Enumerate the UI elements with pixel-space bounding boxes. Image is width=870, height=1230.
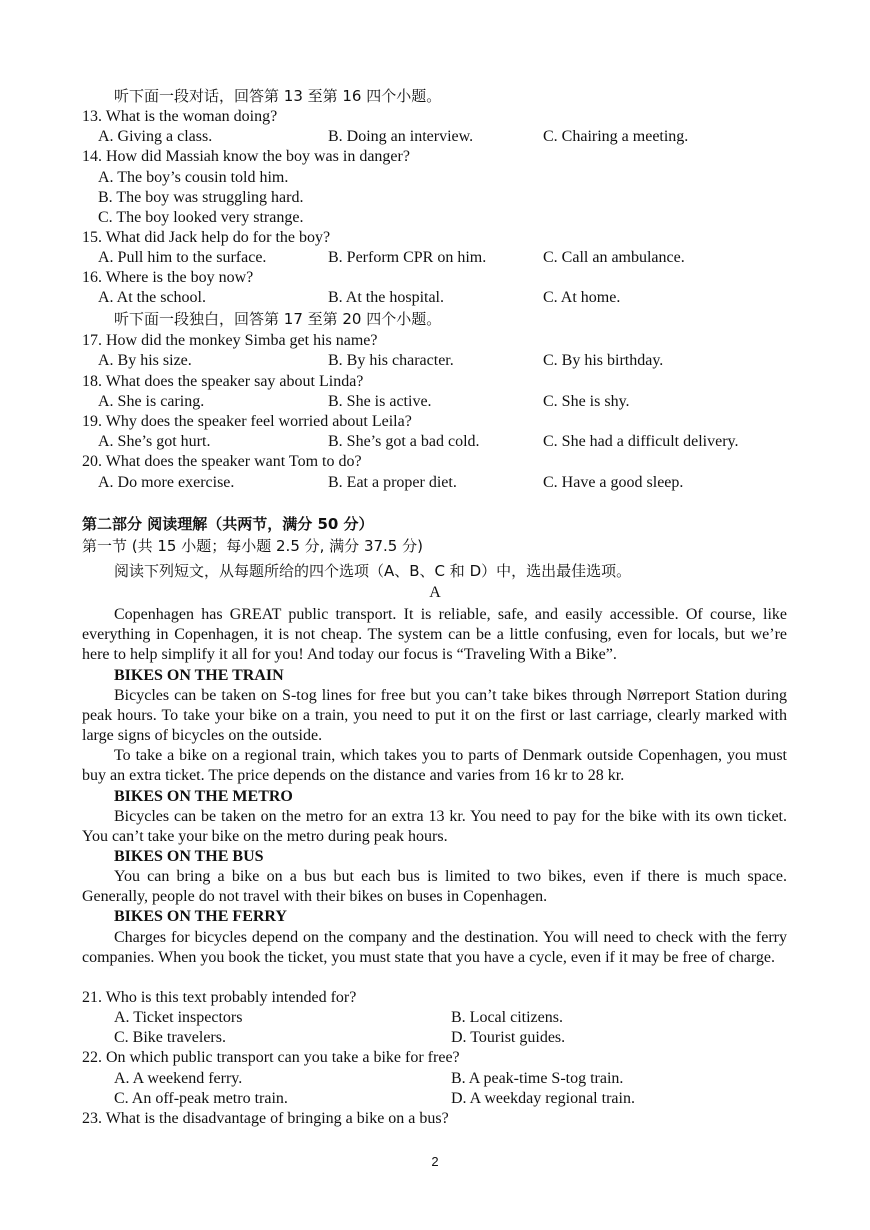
option-c: C. The boy looked very strange. — [98, 209, 304, 226]
section-title: 第一节 (共 15 小题；每小题 2.5 分, 满分 37.5 分) — [82, 537, 423, 555]
question-stem: 23. What is the disadvantage of bringing a bike on a bus? — [82, 1110, 449, 1127]
option-c: C. Bike travelers. — [114, 1029, 226, 1046]
option-a: A. The boy’s cousin told him. — [98, 169, 289, 186]
option-b: B. A peak-time S-tog train. — [451, 1070, 624, 1087]
section-heading: BIKES ON THE METRO — [114, 788, 293, 805]
option-b: B. Local citizens. — [451, 1009, 563, 1026]
listening-intro-dialogue: 听下面一段对话，回答第 13 至第 16 四个小题。 — [114, 87, 442, 105]
question-stem: 19. Why does the speaker feel worried about Leila? — [82, 413, 412, 430]
listening-intro-monologue: 听下面一段独白，回答第 17 至第 20 四个小题。 — [114, 310, 442, 328]
section-heading: BIKES ON THE BUS — [114, 848, 264, 865]
option-c: C. She is shy. — [543, 393, 630, 410]
passage-paragraph: To take a bike on a regional train, which takes you to parts of Denmark outside Copenhagen, you must buy an extra ticket. The price depends on the distance and varies from 16 kr to 28 kr. — [82, 747, 787, 785]
question-stem: 22. On which public transport can you take a bike for free? — [82, 1049, 460, 1066]
question-stem: 21. Who is this text probably intended for? — [82, 989, 357, 1006]
option-c: C. Chairing a meeting. — [543, 128, 689, 145]
page-number: 2 — [431, 1154, 439, 1169]
question-stem: 16. Where is the boy now? — [82, 269, 254, 286]
option-d: D. Tourist guides. — [451, 1029, 566, 1046]
question-stem: 14. How did Massiah know the boy was in danger? — [82, 148, 410, 165]
option-a: A. Pull him to the surface. — [98, 249, 267, 266]
question-stem: 13. What is the woman doing? — [82, 108, 278, 125]
part-title: 第二部分 阅读理解（共两节，满分 50 分） — [82, 515, 374, 533]
option-c: C. By his birthday. — [543, 352, 664, 369]
reading-instruction: 阅读下列短文，从每题所给的四个选项（A、B、C 和 D）中，选出最佳选项。 — [114, 562, 632, 580]
option-b: B. By his character. — [328, 352, 454, 369]
section-heading: BIKES ON THE FERRY — [114, 908, 287, 925]
option-a: A. A weekend ferry. — [114, 1070, 243, 1087]
option-c: C. Have a good sleep. — [543, 474, 684, 491]
option-c: C. Call an ambulance. — [543, 249, 685, 266]
question-stem: 18. What does the speaker say about Linda? — [82, 373, 364, 390]
option-a: A. By his size. — [98, 352, 192, 369]
option-a: A. Ticket inspectors — [114, 1009, 243, 1026]
option-b: B. At the hospital. — [328, 289, 444, 306]
option-d: D. A weekday regional train. — [451, 1090, 635, 1107]
option-c: C. She had a difficult delivery. — [543, 433, 739, 450]
option-b: B. The boy was struggling hard. — [98, 189, 304, 206]
passage-paragraph: You can bring a bike on a bus but each bus is limited to two bikes, even if there is much space. Generally, people do not travel with their bikes on buses in Copenhagen. — [82, 868, 787, 906]
option-a: A. Do more exercise. — [98, 474, 235, 491]
passage-paragraph: Charges for bicycles depend on the company and the destination. You will need to check with the ferry companies. When you book the ticket, you must state that you have a cycle, even if it may be free of charge. — [82, 929, 787, 967]
option-c: C. At home. — [543, 289, 621, 306]
passage-label: A — [429, 584, 441, 601]
option-b: B. Eat a proper diet. — [328, 474, 457, 491]
option-b: B. Perform CPR on him. — [328, 249, 487, 266]
option-b: B. Doing an interview. — [328, 128, 474, 145]
option-a: A. She’s got hurt. — [98, 433, 211, 450]
option-a: A. At the school. — [98, 289, 206, 306]
option-b: B. She’s got a bad cold. — [328, 433, 480, 450]
passage-paragraph: Copenhagen has GREAT public transport. It is reliable, safe, and easily accessible. Of course, like everything in Copenhagen, it is not cheap. The system can be a little confusing, even for locals, but we’re here to help simplify it all for you! And today our focus is “Traveling With a Bike”. — [82, 606, 787, 664]
option-a: A. She is caring. — [98, 393, 205, 410]
question-stem: 20. What does the speaker want Tom to do? — [82, 453, 362, 470]
option-a: A. Giving a class. — [98, 128, 213, 145]
question-stem: 15. What did Jack help do for the boy? — [82, 229, 331, 246]
option-b: B. She is active. — [328, 393, 432, 410]
passage-paragraph: Bicycles can be taken on the metro for an extra 13 kr. You need to pay for the bike with its own ticket. You can’t take your bike on the metro during peak hours. — [82, 808, 787, 846]
section-heading: BIKES ON THE TRAIN — [114, 667, 284, 684]
question-stem: 17. How did the monkey Simba get his name? — [82, 332, 378, 349]
option-c: C. An off-peak metro train. — [114, 1090, 288, 1107]
passage-paragraph: Bicycles can be taken on S-tog lines for free but you can’t take bikes through Nørreport Station during peak hours. To take your bike on a train, you need to put it on the first or last carriage, clearly marked with large signs of bicycles on the outside. — [82, 687, 787, 745]
